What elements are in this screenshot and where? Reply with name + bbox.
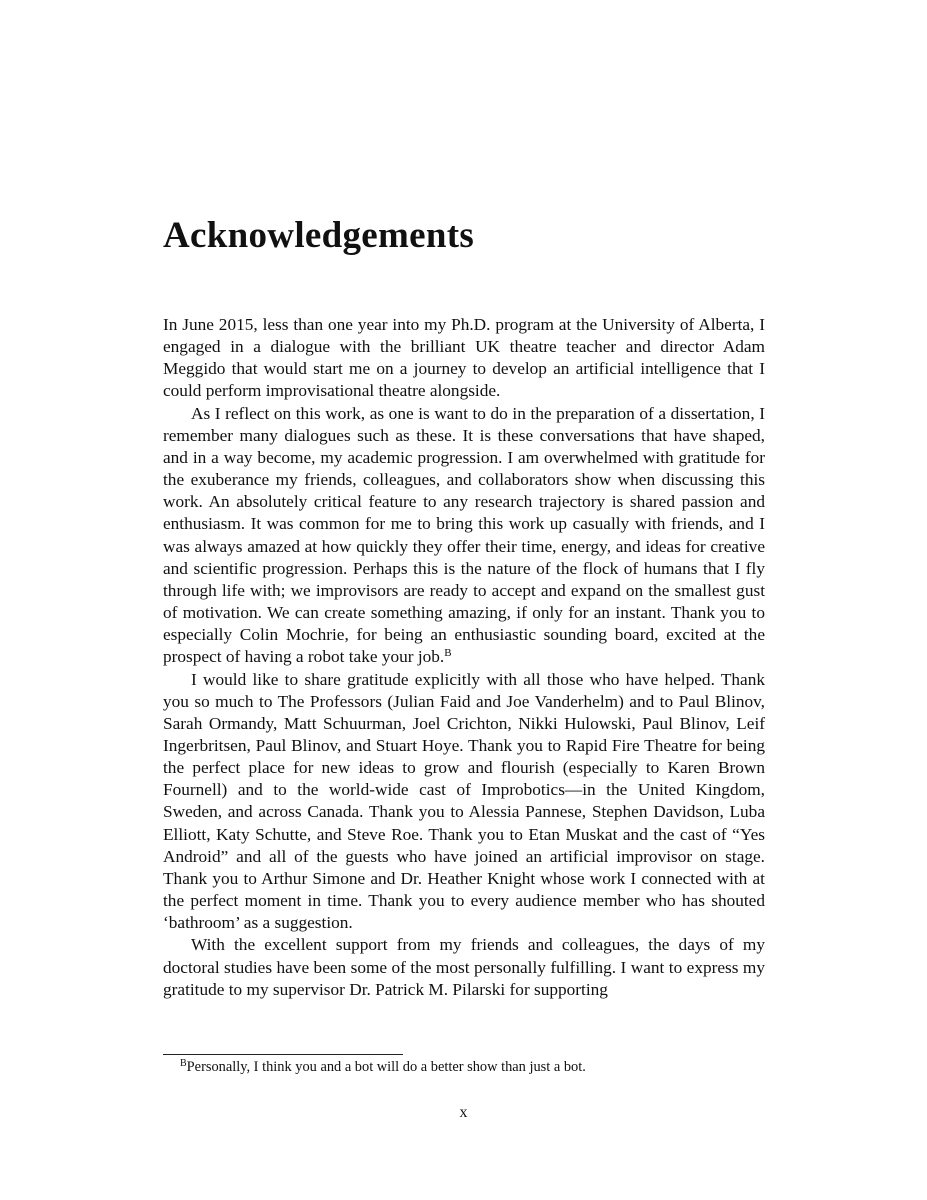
paragraph-2 [163,403,765,669]
footnote [180,1058,586,1076]
page-number: x [459,1104,468,1121]
footnote-text: Personally, I think you and a bot will do a better show than just a bot. [186,1059,586,1075]
footnote-divider [163,1054,403,1055]
footnote-marker: B [180,1058,187,1069]
paragraph-4: With the excellent support from my friends and colleagues, the days of my doctoral studies have been some of the most personally fulfilling. I want to express my gratitude to my supervisor Dr. Patrick M. Pilarski for supporting [163,935,765,999]
footnote-reference-marker: B [444,647,452,660]
paragraph-3: I would like to share gratitude explicitly with all those who have helped. Thank you so much to The Professors (Julian Faid and Joe Vanderhelm) and to Paul Blinov, Sarah Ormandy, Matt Schuurman, Joel Crichton, Nikki Hulowski, Paul Blinov, Leif Ingerbritsen, Paul Blinov, and Stuart Hoye. Thank you to Rapid Fire Theatre for being the perfect place for new ideas to grow and flourish (especially to Karen Brown Fournell) and to the world-wide cast of Improbotics—in the United Kingdom, Sweden, and across Canada. Thank you to Alessia Pannese, Stephen Davidson, Luba Elliott, Katy Schutte, and Steve Roe. Thank you to Etan Muskat and the cast of “Yes Android” and all of the guests who have joined an artificial improvisor on stage. Thank you to Arthur Simone and Dr. Heather Knight whose work I connected with at the perfect moment in time. Thank you to every audience member who has shouted ‘bathroom’ as a suggestion. [163,669,765,933]
paragraph-2-text: As I reflect on this work, as one is want to do in the preparation of a dissertation, I remember many dialogues such as these. It is these conversations that have shaped, and in a way become, my academic progression. I am overwhelmed with gratitude for the exuberance my friends, colleagues, and collaborators show when discussing this work. An absolutely critical feature to any research trajectory is shared passion and enthusiasm. It was common for me to bring this work up casually with friends, and I was always amazed at how quickly they offer their time, energy, and ideas for creative and scientific progression. Perhaps this is the nature of the flock of humans that I fly through life with; we improvisors are ready to accept and expand on the smallest gust of motivation. We can create something amazing, if only for an instant. Thank you to especially Colin Mochrie, for being an enthusiastic sounding board, excited at the prospect of having a robot take your job. [163,403,765,667]
page-title: Acknowledgements [163,215,475,256]
acknowledgements-body [163,314,765,1001]
paragraph-1: In June 2015, less than one year into my Ph.D. program at the University of Alberta, I engaged in a dialogue with the brilliant UK theatre teacher and director Adam Meggido that would start me on a journey to develop an artificial intelligence that I could perform improvisational theatre alongside. [163,315,765,401]
